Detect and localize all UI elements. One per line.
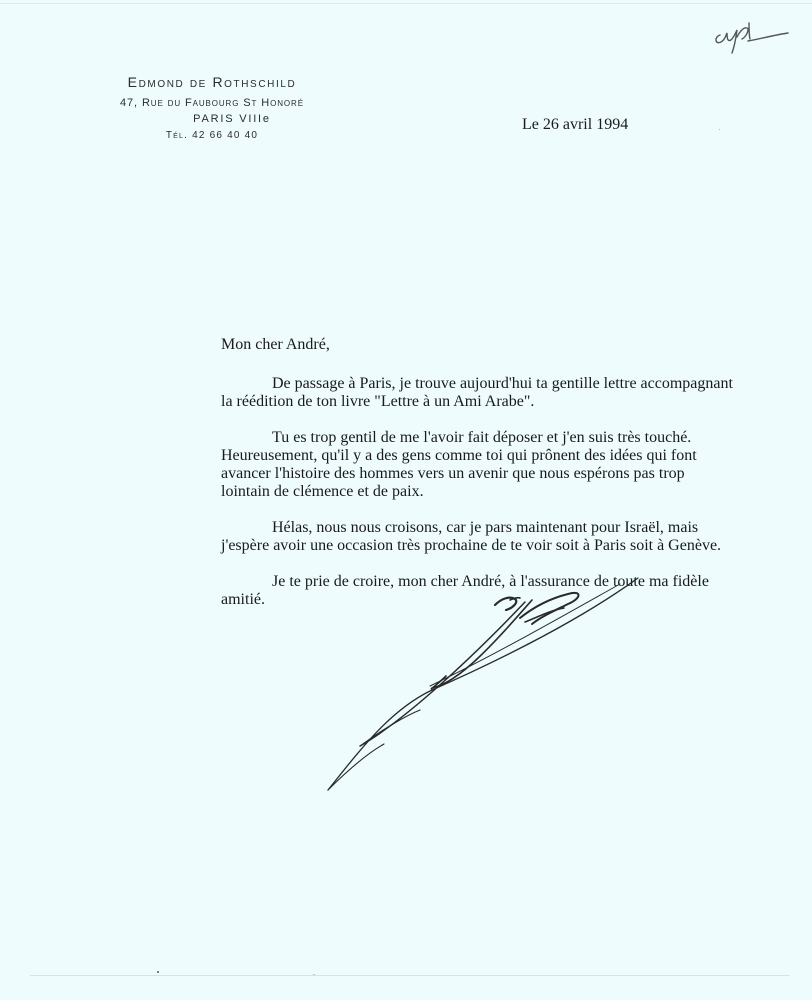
paragraph-2 [221,429,781,501]
handwritten-signature [320,560,660,800]
handwritten-initials [708,15,793,60]
paragraph-3 [221,519,781,555]
paragraph-line: j'espère avoir une occasion très prochaine de te voir soit à Paris soit à Genève. [221,537,722,554]
paragraph-line: la réédition de ton livre "Lettre à un Ami Arabe". [221,393,535,410]
paragraph-line: Heureusement, qu'il y a des gens comme toi qui prônent des idées qui font [221,447,697,464]
scan-speck [157,971,159,973]
letterhead-address: 47, Rue du Faubourg St Honoré [120,97,304,109]
paragraph-line: Hélas, nous nous croisons, car je pars maintenant pour Israël, mais [272,519,699,536]
letter-date: Le 26 avril 1994 [522,116,629,133]
paragraph-1 [221,375,781,411]
bottom-edge-line [30,975,790,976]
paragraph-line: avancer l'histoire des hommes vers un avenir que nous espérons pas trop [221,465,685,482]
letterhead-telephone: Tél. 42 66 40 40 [165,130,259,141]
paragraph-line: lointain de clémence et de paix. [221,483,424,500]
paragraph-line: amitié. [221,591,265,608]
letterhead-name: Edmond de Rothschild [127,74,297,90]
top-edge-line [0,3,812,4]
paragraph-line: Tu es trop gentil de me l'avoir fait déposer et j'en suis très touché. [272,429,692,446]
letterhead [96,73,328,144]
paragraph-line: Je te prie de croire, mon cher André, à l'assurance de toute ma fidèle [272,573,709,590]
paragraph-line: De passage à Paris, je trouve aujourd'hui ta gentille lettre accompagnant [272,375,733,392]
scan-speck [719,129,720,130]
salutation: Mon cher André, [221,336,330,353]
letterhead-city: PARIS VIIIe [193,113,271,125]
